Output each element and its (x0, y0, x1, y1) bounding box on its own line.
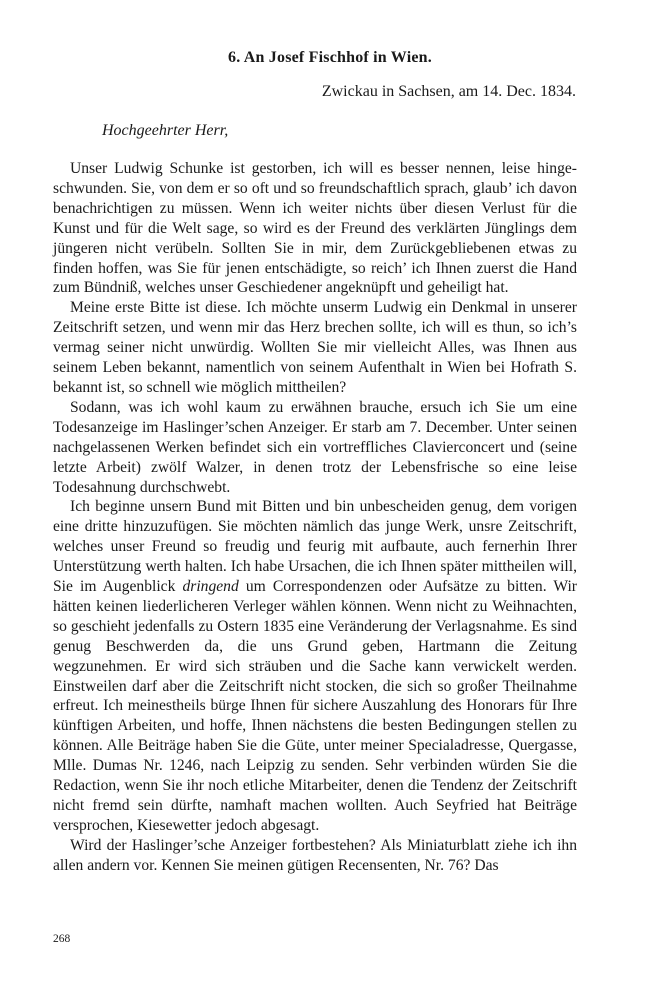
letter-dateline: Zwickau in Sachsen, am 14. Dec. 1834. (321, 83, 576, 100)
paragraph-2: Meine erste Bitte ist diese. Ich möchte unserm Ludwig ein Denkmal in unserer Zeitschrift setzen, und wenn mir das Herz brechen sollte, ich will es thun, so ich’s vermag seiner nicht unwürdig. Wollten Sie mir vielleicht Alles, was Ihnen aus seinem Leben bekannt, namentlich von seinem Aufenthalt in Wien bei Hofrath S. bekannt ist, so schnell wie möglich mittheilen? (53, 299, 577, 396)
paragraph-1: Unser Ludwig Schunke ist gestorben, ich will es besser nennen, leise hingeschwunden. Sie, von dem er so oft und so freundschaftlich sprach, glaub’ ich davon benachrichtigen zu müssen. Wenn ich weiter nichts über diesen Verlust für die Kunst und für die Welt sage, so wird es der Freund des verklärten Jünglings dem jüngeren nicht verübeln. Sollten Sie in mir, dem Zurückgebliebenen etwas zu finden hoffen, was Sie für jenen entschädigte, so reich’ ich Ihnen zuerst die Hand zum Bündniß, welches unser Geschiedener angeknüpft und geheiligt hat. (53, 160, 577, 297)
letter-salutation: Hochgeehrter Herr, (102, 122, 229, 139)
letter-heading: 6. An Josef Fischhof in Wien. (228, 49, 432, 66)
page-number: 268 (53, 933, 71, 945)
emphasis-dringend: dringend (182, 578, 239, 596)
paragraph-3: Sodann, was ich wohl kaum zu erwähnen brauche, ersuch ich Sie um eine Todesanzeige im Haslinger’schen Anzeiger. Er starb am 7. December. Unter seinen nachgelassenen Werken befindet sich ein vortreffliches Clavierconcert und (seine letzte Arbeit) zwölf Walzer, in denen trotz der Lebensfrische so eine leise Todesahnung durchschwebt. (53, 398, 577, 496)
paragraph-5: Wird der Haslinger’sche Anzeiger fortbestehen? Als Miniaturblatt ziehe ich ihn allen andern vor. Kennen Sie meinen gütigen Recensenten, Nr. 76? Das (53, 836, 577, 874)
paragraph-4: Ich beginne unsern Bund mit Bitten und bin unbescheiden genug, dem vorigen eine dritte hinzuzufügen. Sie möchten nämlich das junge Werk, unsre Zeitschrift, welches unser Freund so freudig und feurig mit aufbaute, auch fernerhin Ihrer Unterstützung werth halten. Ich habe Ursachen, die ich Ihnen später mittheilen will, Sie im Augenblick dringend um Correspondenzen oder Aufsätze zu bitten. Wir hätten keinen liederlicheren Verleger wählen können. Wenn nicht zu Weihnachten, so geschieht jedenfalls zu Ostern 1835 eine Veränderung der Verlagsnahme. Es sind genug Beschwerden da, die uns Grund geben, Hartmann die Zeitung wegzunehmen. Er wird sich sträuben und die Sache kann verwickelt werden. Einstweilen darf aber die Zeitschrift nicht stocken, die sich so großer Theilnahme erfreut. Ich meinestheils bürge Ihnen für sichere Auszahlung des Honorars für Ihre künftigen Arbeiten, und hoffe, Ihnen nächstens die besten Bedingungen stellen zu können. Alle Beiträge haben Sie die Güte, unter meiner Specialadresse, Quergasse, Mlle. Dumas Nr. 1246, nach Leipzig zu senden. Sehr verbinden würden Sie die Redaction, wenn Sie ihr noch etliche Mitarbeiter, denen die Tendenz der Zeitschrift nicht fremd sein dürfte, namhaft machen wollten. Auch Seyfried hat Beiträge versprochen, Kiesewetter jedoch abgesagt. (53, 498, 577, 834)
letter-body (53, 159, 577, 876)
